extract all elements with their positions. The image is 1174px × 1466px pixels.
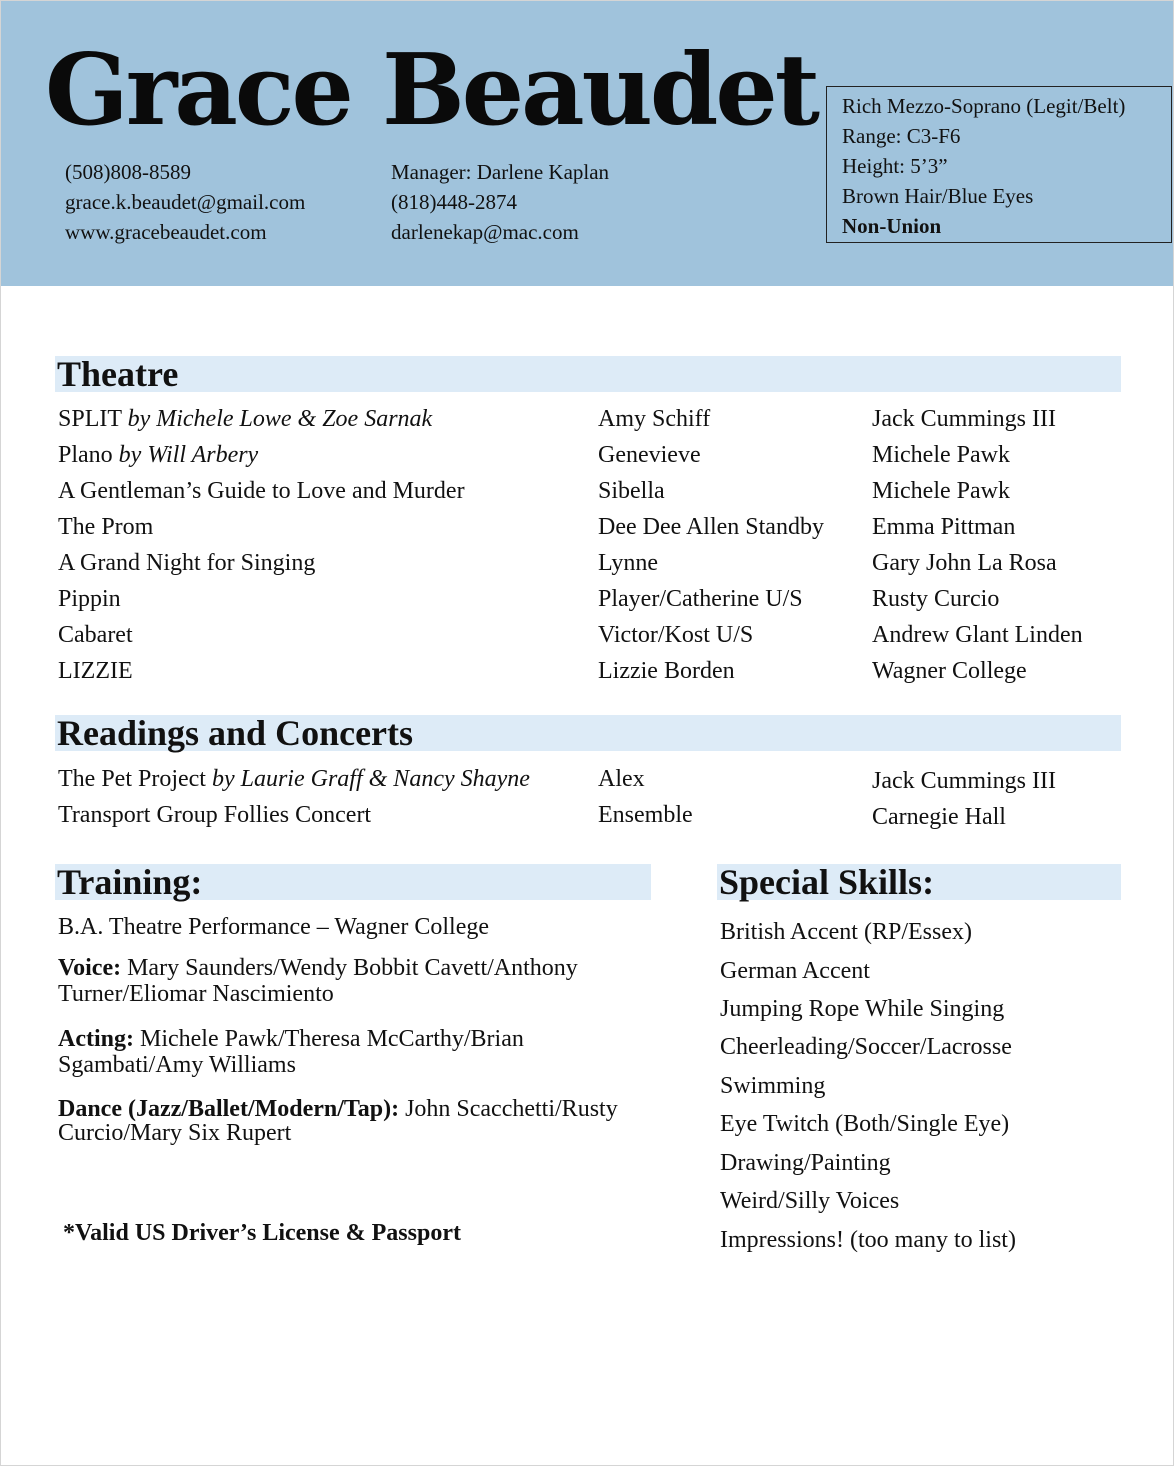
training-label: Acting:	[58, 1026, 134, 1052]
show-authors: by Michele Lowe & Zoe Sarnak	[127, 406, 433, 432]
skill-item: Impressions! (too many to list)	[720, 1227, 1016, 1253]
credit-role: Dee Dee Allen Standby	[598, 514, 824, 540]
credit-show: Transport Group Follies Concert	[58, 802, 372, 828]
theatre-heading: Theatre	[55, 356, 1121, 392]
phone-number: (508)808-8589	[65, 160, 191, 184]
credit-show: The Prom	[58, 514, 154, 540]
credit-show: A Gentleman’s Guide to Love and Murder	[58, 478, 465, 504]
training-label: Voice:	[58, 955, 122, 981]
skill-item: British Accent (RP/Essex)	[720, 919, 972, 945]
credit-director: Jack Cummings III	[872, 768, 1056, 794]
hair-eyes: Brown Hair/Blue Eyes	[842, 184, 1034, 208]
vocal-range: Range: C3-F6	[842, 124, 961, 148]
credit-role: Player/Catherine U/S	[598, 586, 803, 612]
credit-show	[58, 767, 530, 791]
training-heading: Training:	[55, 864, 651, 900]
voice-type: Rich Mezzo-Soprano (Legit/Belt)	[842, 94, 1126, 118]
training-acting	[58, 1026, 658, 1078]
skills-heading: Special Skills:	[717, 864, 1121, 900]
manager-phone: (818)448-2874	[391, 190, 517, 214]
training-teachers: John Scacchetti/Rusty Curcio/Mary Six Rupert	[58, 1096, 618, 1146]
readings-heading: Readings and Concerts	[55, 715, 1121, 751]
skill-item: Swimming	[720, 1073, 826, 1099]
manager-email: darlenekap@mac.com	[391, 220, 579, 244]
contact-info	[65, 157, 305, 247]
show-authors: by Laurie Graff & Nancy Shayne	[211, 766, 530, 792]
credit-role: Alex	[598, 766, 645, 792]
credit-role: Sibella	[598, 478, 665, 504]
credit-role: Victor/Kost U/S	[598, 622, 754, 648]
credit-director: Gary John La Rosa	[872, 550, 1057, 576]
manager-name: Manager: Darlene Kaplan	[391, 160, 610, 184]
email-address: grace.k.beaudet@gmail.com	[65, 190, 306, 214]
credit-show: Pippin	[58, 586, 121, 612]
skill-item: Weird/Silly Voices	[720, 1188, 900, 1214]
show-title: The Pet Project	[58, 766, 206, 792]
credit-show: A Grand Night for Singing	[58, 550, 316, 576]
training-teachers: Mary Saunders/Wendy Bobbit Cavett/Anthony Turner/Eliomar Nascimiento	[58, 955, 578, 1007]
vitals-box	[826, 86, 1172, 243]
credit-director: Carnegie Hall	[872, 804, 1006, 830]
height: Height: 5’3”	[842, 154, 948, 178]
credit-director: Rusty Curcio	[872, 586, 1000, 612]
credit-director: Michele Pawk	[872, 442, 1010, 468]
credit-director: Michele Pawk	[872, 478, 1010, 504]
skill-item: Cheerleading/Soccer/Lacrosse	[720, 1034, 1012, 1060]
training-dance	[58, 1097, 658, 1145]
union-status: Non-Union	[842, 214, 942, 238]
show-title: SPLIT	[58, 406, 122, 432]
credit-show	[58, 443, 258, 467]
credit-director: Emma Pittman	[872, 514, 1016, 540]
training-voice	[58, 955, 658, 1007]
credit-director: Wagner College	[872, 658, 1027, 684]
credit-role: Genevieve	[598, 442, 701, 468]
credit-director: Andrew Glant Linden	[872, 622, 1083, 648]
website-url: www.gracebeaudet.com	[65, 220, 267, 244]
credit-role: Lizzie Borden	[598, 658, 735, 684]
header-banner	[1, 1, 1173, 286]
skill-item: German Accent	[720, 958, 870, 984]
manager-info	[391, 157, 609, 247]
show-title: Plano	[58, 442, 113, 468]
credit-role: Amy Schiff	[598, 406, 711, 432]
skill-item: Jumping Rope While Singing	[720, 996, 1005, 1022]
credit-show: LIZZIE	[58, 658, 133, 684]
credit-director: Jack Cummings III	[872, 406, 1056, 432]
credit-role: Lynne	[598, 550, 658, 576]
show-authors: by Will Arbery	[118, 442, 259, 468]
training-teachers: Michele Pawk/Theresa McCarthy/Brian Sgambati/Amy Williams	[58, 1026, 524, 1078]
training-label: Dance (Jazz/Ballet/Modern/Tap):	[58, 1096, 400, 1122]
license-note: *Valid US Driver’s License & Passport	[63, 1220, 461, 1246]
skill-item: Drawing/Painting	[720, 1150, 891, 1176]
credit-role: Ensemble	[598, 802, 693, 828]
credit-show	[58, 407, 432, 431]
training-degree: B.A. Theatre Performance – Wagner College	[58, 914, 490, 940]
skill-item: Eye Twitch (Both/Single Eye)	[720, 1111, 1010, 1137]
credit-show: Cabaret	[58, 622, 133, 648]
performer-name: Grace Beaudet	[45, 33, 818, 148]
